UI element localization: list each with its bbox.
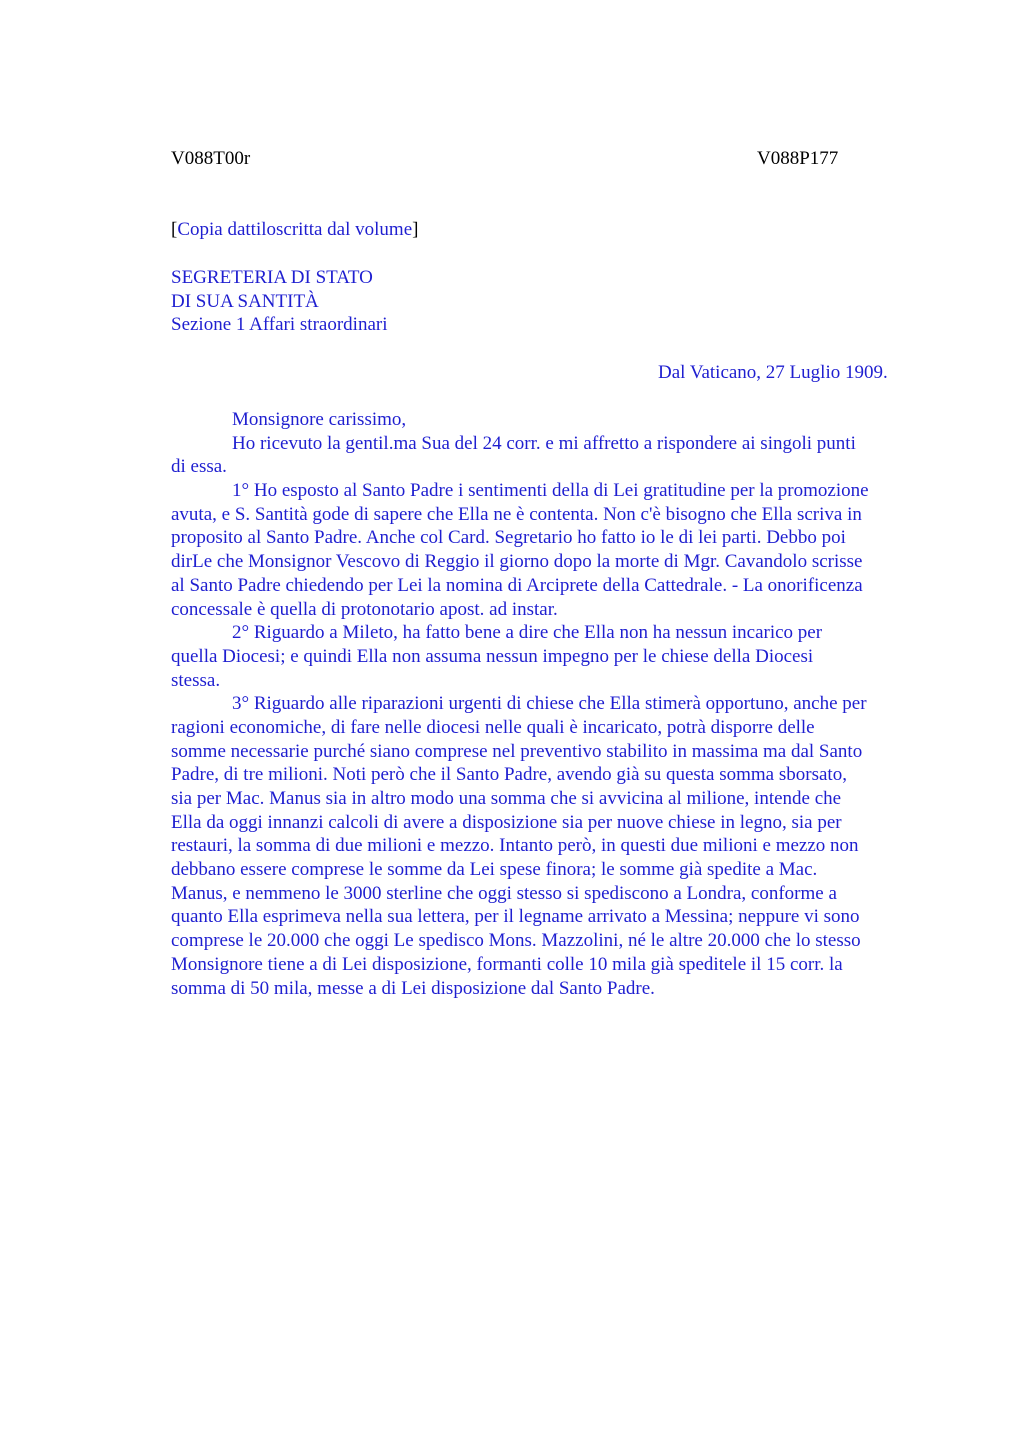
- body-line: al Santo Padre chiedendo per Lei la nomina di Arciprete della Cattedrale. - La onorificenza: [171, 574, 863, 596]
- body-line: Ella da oggi innanzi calcoli di avere a disposizione sia per nuove chiese in legno, sia per: [171, 811, 842, 833]
- body-line: Monsignore tiene a di Lei disposizione, formanti colle 10 mila già speditele il 15 corr. la: [171, 953, 843, 975]
- office-line-3: Sezione 1 Affari straordinari: [171, 314, 388, 336]
- body-line: debbano essere comprese le somme da Lei spese finora; le somme già spedite a Mac.: [171, 859, 818, 881]
- body-line: Padre, di tre milioni. Noti però che il Santo Padre, avendo già su questa somma sborsato,: [171, 764, 847, 786]
- body-line: Ho ricevuto la gentil.ma Sua del 24 corr. e mi affretto a rispondere ai singoli punti: [232, 432, 856, 454]
- body-line: comprese le 20.000 che oggi Le spedisco Mons. Mazzolini, né le altre 20.000 che lo stesso: [171, 930, 861, 952]
- page-code-left: V088T00r: [171, 148, 251, 169]
- body-line: restauri, la somma di due milioni e mezzo. Intanto però, in questi due milioni e mezzo non: [171, 835, 859, 857]
- page-code-right: V088P177: [757, 148, 839, 169]
- body-line: avuta, e S. Santità gode di sapere che Ella ne è contenta. Non c'è bisogno che Ella scriva in: [171, 503, 862, 525]
- body-line: 2° Riguardo a Mileto, ha fatto bene a dire che Ella non ha nessun incarico per: [232, 622, 823, 644]
- letter-body: [171, 408, 931, 1000]
- body-line: sia per Mac. Manus sia in altro modo una somma che si avvicina al milione, intende che: [171, 788, 842, 809]
- body-line: somma di 50 mila, messe a di Lei disposizione dal Santo Padre.: [171, 977, 655, 999]
- transcription-note: [171, 218, 418, 242]
- body-line: dirLe che Monsignor Vescovo di Reggio il giorno dopo la morte di Mgr. Cavandolo scrisse: [171, 551, 863, 573]
- body-line: ragioni economiche, di fare nelle diocesi nelle quali è incaricato, potrà disporre delle: [171, 716, 815, 738]
- body-line: 3° Riguardo alle riparazioni urgenti di chiese che Ella stimerà opportuno, anche per: [232, 693, 867, 715]
- note-text: Copia dattiloscritta dal volume: [177, 219, 413, 240]
- office-line-2: DI SUA SANTITÀ: [171, 290, 319, 312]
- body-line: somme necessarie purché siano comprese nel preventivo stabilito in massima ma dal Santo: [171, 740, 863, 762]
- office-heading: [171, 266, 388, 337]
- body-line: proposito al Santo Padre. Anche col Card. Segretario ho fatto io le di lei parti. Debbo poi: [171, 527, 846, 549]
- body-line: stessa.: [171, 669, 221, 691]
- body-line: quanto Ella esprimeva nella sua lettera, per il legname arrivato a Messina; neppure vi sono: [171, 906, 860, 928]
- office-line-1: SEGRETERIA DI STATO: [171, 267, 373, 288]
- salutation: Monsignore carissimo,: [232, 409, 407, 430]
- note-open-bracket: [: [171, 219, 178, 240]
- body-line: Manus, e nemmeno le 3000 sterline che oggi stesso si spediscono a Londra, conforme a: [171, 882, 837, 904]
- body-line: 1° Ho esposto al Santo Padre i sentimenti della di Lei gratitudine per la promozione: [232, 480, 869, 502]
- body-line: di essa.: [171, 456, 227, 478]
- note-close-bracket: ]: [412, 219, 419, 240]
- dateline: Dal Vaticano, 27 Luglio 1909.: [658, 362, 888, 383]
- body-line: quella Diocesi; e quindi Ella non assuma nessun impegno per le chiese della Diocesi: [171, 645, 814, 667]
- body-line: concessale è quella di protonotario apost. ad instar.: [171, 598, 558, 620]
